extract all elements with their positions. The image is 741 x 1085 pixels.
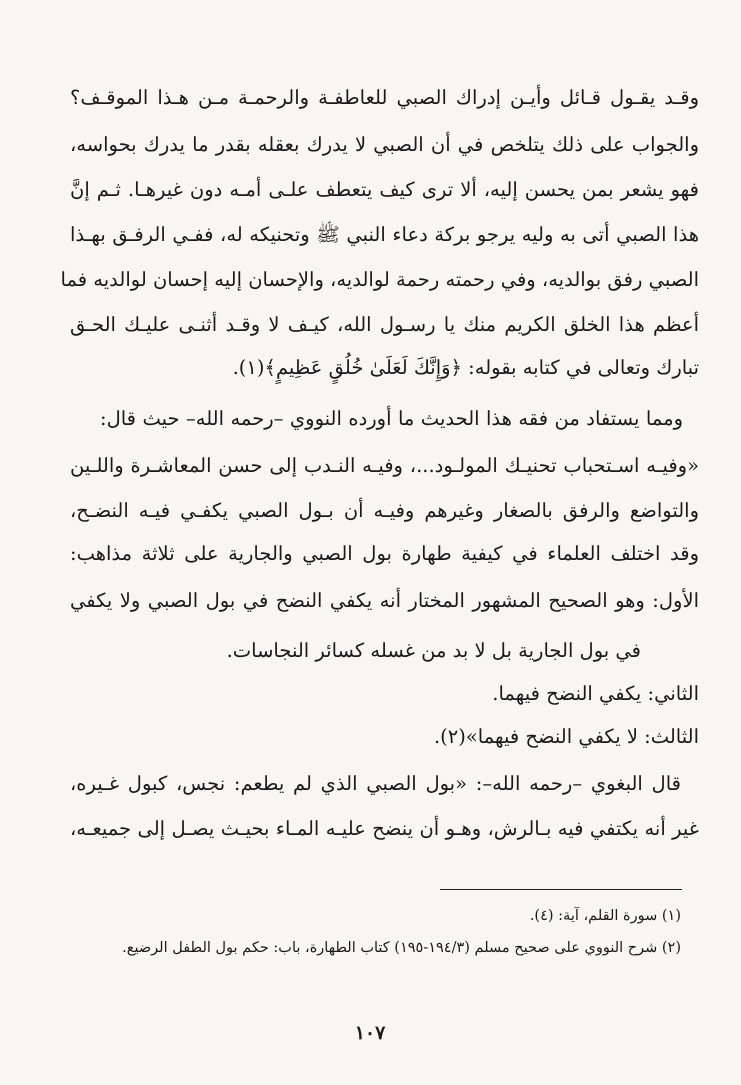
body-line: تبارك وتعالى في كتابه بقوله: ﴿وَإِنَّكَ لَعَلَىٰ خُلُقٍ عَظِيمٍ﴾(١). [232,356,699,379]
body-line: الثاني: يكفي النضح فيهما. [492,682,699,705]
body-line: وقـد يقـول قـائل وأيـن إدراك الصبي للعاطفـة والرحمـة مـن هـذا الموقـف؟ [70,86,699,109]
body-line: ومما يستفاد من فقه هذا الحديث ما أورده النووي –رحمه الله– حيث قال: [100,407,683,430]
body-line: أعظم هذا الخلق الكريم منك يا رسـول الله، كيـف لا وقـد أثنـى عليـك الحـق [70,313,699,336]
footnote-separator [440,889,682,890]
body-line: غير أنه يكتفي فيه بـالرش، وهـو أن ينضح عليـه المـاء بحيـث يصـل إلى جميعـه، [70,817,699,840]
body-line: الثالث: لا يكفي النضح فيهما»(٢). [433,725,699,748]
body-line: وقد اختلف العلماء في كيفية طهارة بول الصبي والجارية على ثلاثة مذاهب: [70,542,699,565]
body-line: والجواب على ذلك يتلخص في أن الصبي لا يدرك بعقله بقدر ما يدرك بحواسه، [70,133,699,156]
body-line: فهو يشعر بمن يحسن إليه، ألا ترى كيف يتعطف علـى أمـه دون غيرهـا. ثـم إنَّ [70,178,699,201]
body-line: الأول: وهو الصحيح المشهور المختار أنه يكفي النضح في بول الصبي ولا يكفي [70,589,699,612]
footnote: (١) سورة القلم، آية: (٤). [529,908,681,924]
body-line: في بول الجارية بل لا بد من غسله كسائر النجاسات. [226,639,641,662]
footnote: (٢) شرح النووي على صحيح مسلم (١٩٤/٣-١٩٥) كتاب الطهارة، باب: حكم بول الطفل الرضيع. [122,940,681,956]
page-number: ١٠٧ [354,1022,386,1044]
body-line: الصبي رفق بوالديه، وفي رحمته رحمة لوالديه، والإحسان إليه إحسان لوالديه فما [60,268,699,291]
body-line: هذا الصبي أتى به وليه يرجو بركة دعاء النبي ﷺ وتحنيكه له، ففـي الرفـق بهـذا [70,223,699,246]
body-line: والتواضع والرفق بالصغار وغيرهم وفيـه أن بـول الصبي يكفـي فيـه النضـح، [70,499,699,522]
body-line: قال البغوي –رحمه الله–: «بول الصبي الذي لم يطعم: نجس، كبول غـيره، [70,772,681,795]
body-line: «وفيـه اسـتحباب تحنيـك المولـود...، وفيـه النـدب إلى حسن المعاشـرة واللـين [70,454,699,477]
